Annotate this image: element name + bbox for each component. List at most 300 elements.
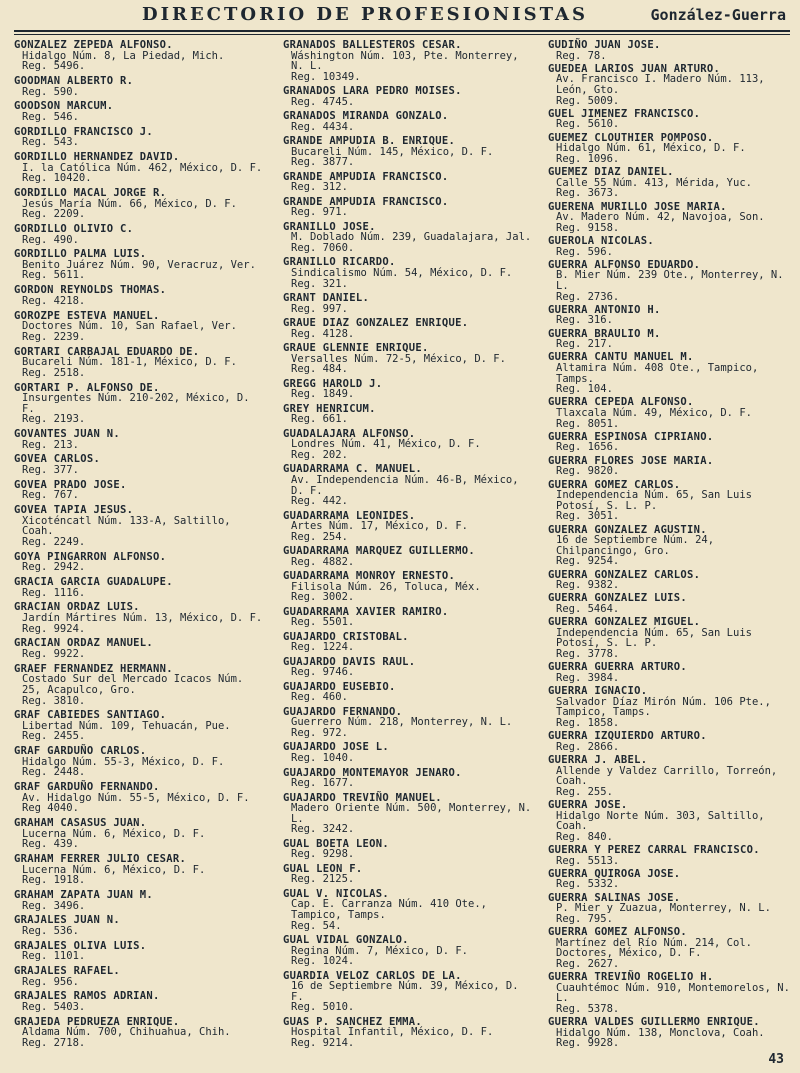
entry-registration: Reg. 2718. bbox=[22, 1037, 86, 1050]
entry-registration: Reg. 3778. bbox=[556, 648, 620, 660]
entry-registration: Reg. 2627. bbox=[556, 957, 620, 970]
entry-registration: Reg. 7060. bbox=[291, 242, 355, 255]
directory-entry bbox=[14, 991, 268, 1012]
directory-entry bbox=[548, 800, 790, 842]
column-left bbox=[14, 40, 268, 1049]
entry-name: GRANT DANIEL. bbox=[283, 292, 370, 305]
entry-registration: Reg. 254. bbox=[291, 530, 348, 543]
entry-name: GRACIAN ORDAZ LUIS. bbox=[14, 601, 140, 614]
entry-registration: Reg. 5332. bbox=[556, 878, 620, 891]
directory-entry bbox=[14, 854, 268, 886]
entry-registration: Reg. 1024. bbox=[291, 955, 355, 968]
directory-entry bbox=[14, 40, 268, 72]
directory-entry bbox=[283, 404, 537, 425]
entry-name: GRAJALES RAMOS ADRIAN. bbox=[14, 990, 160, 1003]
directory-entry bbox=[548, 927, 790, 969]
entry-name: GUERRA CANTU MANUEL M. bbox=[548, 351, 694, 364]
directory-entry bbox=[14, 101, 268, 122]
column-middle bbox=[283, 40, 537, 1049]
entry-name: GOODSON MARCUM. bbox=[14, 100, 114, 113]
directory-entry bbox=[14, 76, 268, 97]
entry-registration: Reg. 442. bbox=[291, 495, 348, 508]
entry-name: GUADALAJARA ALFONSO. bbox=[283, 427, 416, 440]
entry-registration: Reg. 3496. bbox=[22, 899, 86, 912]
directory-entry bbox=[548, 202, 790, 234]
entry-address: Salvador Díaz Mirón Núm. 106 Pte., Tampico, Tamps. bbox=[556, 695, 771, 719]
entry-name: GUAJARDO MONTEMAYOR JENARO. bbox=[283, 766, 462, 779]
entry-address: Aldama Núm. 700, Chihuahua, Chih. bbox=[22, 1026, 231, 1039]
entry-registration: Reg. 8051. bbox=[556, 417, 620, 430]
entry-name: GORTARI P. ALFONSO DE. bbox=[14, 381, 160, 394]
entry-address: Martínez del Río Núm. 214, Col. Doctores, México, D. F. bbox=[556, 936, 752, 960]
directory-entry bbox=[548, 329, 790, 350]
entry-registration: Reg. 3877. bbox=[291, 156, 355, 169]
entry-address: Av. Independencia Núm. 46-B, México, D. F. bbox=[291, 473, 519, 497]
entry-registration: Reg. 1656. bbox=[556, 441, 620, 454]
directory-entry bbox=[548, 617, 790, 659]
entry-name: GUERRA CEPEDA ALFONSO. bbox=[548, 396, 694, 409]
entry-name: GUAJARDO JOSE L. bbox=[283, 741, 389, 754]
entry-address: Regina Núm. 7, México, D. F. bbox=[291, 944, 469, 957]
directory-entry bbox=[14, 915, 268, 936]
entry-name: GUERRA GUERRA ARTURO. bbox=[548, 661, 688, 674]
entry-registration: Reg. 1858. bbox=[556, 716, 620, 729]
entry-address: Benito Juárez Núm. 90, Veracruz, Ver. bbox=[22, 258, 256, 271]
entry-registration: Reg. 9214. bbox=[291, 1036, 355, 1049]
entry-registration: Reg. 5009. bbox=[556, 94, 620, 107]
entry-name: GRAJEDA PEDRUEZA ENRIQUE. bbox=[14, 1015, 180, 1028]
directory-entry bbox=[548, 260, 790, 302]
entry-address: B. Mier Núm. 239 Ote., Monterrey, N. L. bbox=[556, 269, 784, 292]
entry-name: GUADARRAMA MONROY ERNESTO. bbox=[283, 570, 456, 583]
directory-entry bbox=[548, 869, 790, 890]
entry-registration: Reg. 439. bbox=[22, 838, 79, 851]
entry-name: GRANADOS MIRANDA GONZALO. bbox=[283, 110, 449, 123]
entry-address: Cuauhtémoc Núm. 910, Montemorelos, N. L. bbox=[556, 981, 790, 1005]
directory-entry bbox=[14, 152, 268, 184]
entry-registration: Reg. 2866. bbox=[556, 740, 620, 753]
entry-name: GUERENA MURILLO JOSE MARIA. bbox=[548, 200, 727, 213]
entry-name: GRANILLO RICARDO. bbox=[283, 256, 396, 269]
entry-name: GOVEA CARLOS. bbox=[14, 453, 101, 466]
directory-entry bbox=[548, 109, 790, 130]
entry-name: GUERRA IGNACIO. bbox=[548, 685, 648, 698]
entry-registration: Reg. 4218. bbox=[22, 294, 86, 307]
entry-name: GRANDE AMPUDIA FRANCISCO. bbox=[283, 170, 449, 183]
directory-entry bbox=[14, 311, 268, 343]
entry-name: GUERRA GOMEZ ALFONSO. bbox=[548, 926, 688, 939]
directory-entry bbox=[283, 742, 537, 763]
entry-address: I. la Católica Núm. 462, México, D. F. bbox=[22, 161, 263, 174]
entry-registration: Reg. 590. bbox=[22, 85, 79, 98]
entry-name: GONZALEZ ZEPEDA ALFONSO. bbox=[14, 39, 173, 51]
entry-name: GUERRA GONZALEZ AGUSTIN. bbox=[548, 523, 707, 536]
entry-registration: Reg. 3810. bbox=[22, 694, 86, 707]
entry-registration: Reg. 312. bbox=[291, 181, 348, 194]
entry-registration: Reg. 490. bbox=[22, 233, 79, 246]
entry-registration: Reg. 3242. bbox=[291, 823, 355, 836]
entry-registration: Reg. 546. bbox=[22, 110, 79, 123]
entry-address: Costado Sur del Mercado Icacos Núm. 25, Acapulco, Gro. bbox=[22, 673, 244, 696]
entry-address: Doctores Núm. 10, San Rafael, Ver. bbox=[22, 320, 237, 333]
entry-registration: Reg. 213. bbox=[22, 438, 79, 451]
directory-entry bbox=[14, 505, 268, 547]
entry-name: GUERRA GONZALEZ MIGUEL. bbox=[548, 616, 701, 629]
entry-name: GUEDEA LARIOS JUAN ARTURO. bbox=[548, 62, 721, 75]
directory-entry bbox=[548, 845, 790, 866]
entry-registration: Reg. 9382. bbox=[556, 579, 620, 592]
entry-name: GUAL LEON F. bbox=[283, 862, 363, 875]
entry-registration: Reg. 2942. bbox=[22, 561, 86, 574]
entry-name: GUEMEZ CLOUTHIER POMPOSO. bbox=[548, 131, 714, 144]
directory-entry bbox=[548, 64, 790, 106]
entry-name: GORDILLO PALMA LUIS. bbox=[14, 248, 147, 261]
directory-entry bbox=[548, 972, 790, 1014]
directory-entry bbox=[14, 347, 268, 379]
entry-name: GUERRA J. ABEL. bbox=[548, 753, 648, 766]
entry-address: Bucareli Núm. 145, México, D. F. bbox=[291, 145, 494, 158]
entry-name: GUAL VIDAL GONZALO. bbox=[283, 933, 409, 946]
directory-entry bbox=[14, 224, 268, 245]
entry-registration: Reg. 536. bbox=[22, 924, 79, 937]
entry-registration: Reg. 321. bbox=[291, 277, 348, 290]
entry-registration: Reg. 1101. bbox=[22, 950, 86, 963]
directory-entry bbox=[548, 755, 790, 797]
entry-name: GRANDE AMPUDIA B. ENRIQUE. bbox=[283, 135, 456, 148]
directory-entry bbox=[283, 464, 537, 506]
entry-registration: Reg. 4745. bbox=[291, 95, 355, 108]
entry-name: GRAF GARDUÑO CARLOS. bbox=[14, 745, 147, 758]
entry-address: Libertad Núm. 109, Tehuacán, Pue. bbox=[22, 719, 231, 732]
entry-name: GORDILLO MACAL JORGE R. bbox=[14, 186, 167, 199]
entry-name: GORTARI CARBAJAL EDUARDO DE. bbox=[14, 345, 200, 358]
entry-name: GRAF GARDUÑO FERNANDO. bbox=[14, 781, 160, 794]
directory-entry bbox=[548, 662, 790, 683]
entry-name: GOVEA TAPIA JESUS. bbox=[14, 504, 134, 517]
entry-name: GRANILLO JOSE. bbox=[283, 220, 376, 233]
entry-registration: Reg. 9924. bbox=[22, 622, 86, 635]
entry-name: GUAJARDO EUSEBIO. bbox=[283, 680, 396, 693]
entry-name: GUERRA GONZALEZ LUIS. bbox=[548, 592, 688, 605]
entry-name: GUERRA ESPINOSA CIPRIANO. bbox=[548, 430, 714, 443]
entry-name: GUDIÑO JUAN JOSE. bbox=[548, 39, 661, 51]
entry-name: GOVEA PRADO JOSE. bbox=[14, 478, 127, 491]
entry-registration: Reg. 997. bbox=[291, 302, 348, 315]
entry-registration: Reg. 9820. bbox=[556, 465, 620, 478]
entry-name: GRANADOS BALLESTEROS CESAR. bbox=[283, 39, 462, 51]
entry-name: GRAHAM ZAPATA JUAN M. bbox=[14, 889, 154, 902]
entry-address: Cap. E. Carranza Núm. 410 Ote., Tampico, Tamps. bbox=[291, 898, 487, 921]
directory-entry bbox=[548, 432, 790, 453]
directory-entry bbox=[14, 602, 268, 634]
entry-name: GUERRA IZQUIERDO ARTURO. bbox=[548, 730, 707, 743]
entry-address: 16 de Septiembre Núm. 39, México, D. F. bbox=[291, 980, 519, 1003]
entry-name: GUEL JIMENEZ FRANCISCO. bbox=[548, 107, 701, 120]
entry-name: GUERRA JOSE. bbox=[548, 798, 628, 811]
entry-address: Xicoténcatl Núm. 133-A, Saltillo, Coah. bbox=[22, 514, 231, 538]
entry-registration: Reg. 5464. bbox=[556, 602, 620, 615]
entry-registration: Reg. 1096. bbox=[556, 152, 620, 165]
entry-name: GUAJARDO DAVIS RAUL. bbox=[283, 655, 416, 668]
entry-address: Av. Madero Núm. 42, Navojoa, Son. bbox=[556, 211, 765, 224]
entry-name: GUAL V. NICOLAS. bbox=[283, 887, 389, 900]
directory-entry bbox=[14, 746, 268, 778]
directory-entry bbox=[283, 657, 537, 678]
directory-entry bbox=[548, 570, 790, 591]
entry-address: Independencia Núm. 65, San Luis Potosí, S. L. P. bbox=[556, 489, 752, 512]
directory-entry bbox=[14, 966, 268, 987]
entry-registration: Reg. 661. bbox=[291, 413, 348, 426]
directory-entry bbox=[548, 593, 790, 614]
entry-registration: Reg. 5378. bbox=[556, 1002, 620, 1015]
directory-entry bbox=[548, 525, 790, 567]
directory-entry bbox=[283, 607, 537, 628]
directory-entry bbox=[548, 686, 790, 728]
entry-registration: Reg. 484. bbox=[291, 363, 348, 376]
entry-registration: Reg. 971. bbox=[291, 206, 348, 219]
entry-registration: Reg. 9746. bbox=[291, 666, 355, 679]
directory-entry bbox=[14, 941, 268, 962]
directory-entry bbox=[283, 257, 537, 289]
directory-entry bbox=[283, 768, 537, 789]
entry-registration: Reg. 255. bbox=[556, 785, 613, 798]
entry-address: Insurgentes Núm. 210-202, México, D. F. bbox=[22, 392, 250, 415]
entry-registration: Reg. 956. bbox=[22, 975, 79, 988]
entry-registration: Reg. 9922. bbox=[22, 647, 86, 660]
entry-registration: Reg. 10349. bbox=[291, 70, 361, 83]
entry-address: 16 de Septiembre Núm. 24, Chilpancingo, Gro. bbox=[556, 534, 715, 557]
directory-entry bbox=[548, 456, 790, 477]
directory-entry bbox=[14, 383, 268, 425]
entry-registration: Reg. 5610. bbox=[556, 118, 620, 131]
entry-name: GUAJARDO CRISTOBAL. bbox=[283, 630, 409, 643]
entry-address: Versalles Núm. 72-5, México, D. F. bbox=[291, 352, 506, 365]
directory-entry bbox=[283, 864, 537, 885]
entry-registration: Reg. 9254. bbox=[556, 555, 620, 568]
page-number: 43 bbox=[768, 1052, 784, 1067]
entry-address: M. Doblado Núm. 239, Guadalajara, Jal. bbox=[291, 231, 532, 244]
entry-registration: Reg. 104. bbox=[556, 383, 613, 396]
entry-name: GRAHAM CASASUS JUAN. bbox=[14, 817, 147, 830]
header-rule-thin bbox=[14, 34, 790, 35]
entry-name: GUERRA TREVIÑO ROGELIO H. bbox=[548, 971, 714, 984]
entry-name: GRAUE GLENNIE ENRIQUE. bbox=[283, 342, 429, 355]
entry-name: GUERRA BRAULIO M. bbox=[548, 327, 661, 340]
directory-entry bbox=[548, 133, 790, 165]
entry-registration: Reg. 2448. bbox=[22, 766, 86, 779]
entry-registration: Reg. 2239. bbox=[22, 330, 86, 343]
entry-name: GOODMAN ALBERTO R. bbox=[14, 74, 134, 87]
entry-registration: Reg. 217. bbox=[556, 338, 613, 351]
entry-address: Hidalgo Núm. 55-3, México, D. F. bbox=[22, 755, 225, 768]
entry-name: GUARDIA VELOZ CARLOS DE LA. bbox=[283, 969, 462, 982]
entry-registration: Reg. 2193. bbox=[22, 413, 86, 426]
entry-name: GUEMEZ DIAZ DANIEL. bbox=[548, 166, 674, 179]
directory-entry bbox=[283, 318, 537, 339]
entry-registration: Reg. 1918. bbox=[22, 874, 86, 887]
entry-name: GUERRA SALINAS JOSE. bbox=[548, 891, 681, 904]
directory-entry bbox=[14, 127, 268, 148]
directory-entry bbox=[14, 552, 268, 573]
entry-registration: Reg. 4128. bbox=[291, 327, 355, 340]
entry-registration: Reg. 2249. bbox=[22, 535, 86, 548]
entry-registration: Reg. 5611. bbox=[22, 269, 86, 282]
directory-entry bbox=[283, 40, 537, 82]
entry-registration: Reg. 1677. bbox=[291, 777, 355, 790]
entry-registration: Reg. 78. bbox=[556, 49, 607, 62]
directory-entry bbox=[283, 839, 537, 860]
running-name: González-Guerra bbox=[650, 6, 786, 24]
entry-name: GRAJALES JUAN N. bbox=[14, 914, 120, 927]
entry-registration: Reg. 5496. bbox=[22, 60, 86, 73]
directory-entry bbox=[283, 511, 537, 543]
directory-entry bbox=[283, 379, 537, 400]
entry-name: GUAL BOETA LEON. bbox=[283, 837, 389, 850]
directory-entry bbox=[548, 397, 790, 429]
entry-registration: Reg. 4882. bbox=[291, 555, 355, 568]
entry-registration: Reg 4040. bbox=[22, 802, 79, 815]
entry-registration: Reg. 795. bbox=[556, 912, 613, 925]
directory-entry bbox=[283, 935, 537, 967]
entry-registration: Reg. 5501. bbox=[291, 616, 355, 629]
directory-entry bbox=[14, 249, 268, 281]
entry-registration: Reg. 972. bbox=[291, 727, 348, 740]
directory-entry bbox=[283, 197, 537, 218]
entry-name: GRACIA GARCIA GUADALUPE. bbox=[14, 576, 173, 589]
directory-entry bbox=[283, 111, 537, 132]
entry-registration: Reg. 2125. bbox=[291, 873, 355, 886]
directory-entry bbox=[548, 40, 790, 61]
entry-registration: Reg. 377. bbox=[22, 464, 79, 477]
entry-registration: Reg. 5010. bbox=[291, 1001, 355, 1014]
entry-name: GUADARRAMA C. MANUEL. bbox=[283, 463, 423, 476]
directory-entry bbox=[14, 480, 268, 501]
entry-address: Av. Hidalgo Núm. 55-5, México, D. F. bbox=[22, 791, 250, 804]
entry-address: Independencia Núm. 65, San Luis Potosí, S. L. P. bbox=[556, 626, 752, 650]
entry-address: Lucerna Núm. 6, México, D. F. bbox=[22, 827, 206, 840]
entry-address: Tlaxcala Núm. 49, México, D. F. bbox=[556, 407, 752, 420]
entry-registration: Reg. 5513. bbox=[556, 854, 620, 867]
directory-entry bbox=[283, 222, 537, 254]
directory-entry bbox=[283, 429, 537, 461]
directory-entry bbox=[283, 136, 537, 168]
entry-name: GUAS P. SANCHEZ EMMA. bbox=[283, 1015, 423, 1028]
entry-address: Bucareli Núm. 181-1, México, D. F. bbox=[22, 356, 237, 369]
entry-name: GRAJALES RAFAEL. bbox=[14, 965, 120, 978]
entry-registration: Reg. 5403. bbox=[22, 1001, 86, 1014]
entry-address: Londres Núm. 41, México, D. F. bbox=[291, 438, 481, 451]
entry-name: GREY HENRICUM. bbox=[283, 402, 376, 415]
entry-address: Sindicalismo Núm. 54, México, D. F. bbox=[291, 267, 513, 280]
entry-registration: Reg. 3984. bbox=[556, 671, 620, 684]
directory-entry bbox=[283, 1017, 537, 1049]
directory-entry bbox=[548, 731, 790, 752]
entry-registration: Reg. 316. bbox=[556, 314, 613, 327]
entry-address: P. Mier y Zuazua, Monterrey, N. L. bbox=[556, 902, 771, 915]
entry-name: GRANADOS LARA PEDRO MOISES. bbox=[283, 85, 462, 98]
directory-entry bbox=[14, 782, 268, 814]
entry-name: GORDILLO OLIVIO C. bbox=[14, 222, 134, 235]
entry-name: GUERRA VALDES GUILLERMO ENRIQUE. bbox=[548, 1016, 760, 1029]
directory-entry bbox=[283, 546, 537, 567]
directory-entry bbox=[283, 971, 537, 1013]
entry-name: GUAJARDO FERNANDO. bbox=[283, 705, 403, 718]
entry-name: GUERRA Y PEREZ CARRAL FRANCISCO. bbox=[548, 843, 760, 856]
directory-entry bbox=[14, 710, 268, 742]
entry-registration: Reg. 767. bbox=[22, 489, 79, 502]
directory-entry bbox=[14, 454, 268, 475]
entry-registration: Reg. 2455. bbox=[22, 730, 86, 743]
entry-registration: Reg. 3051. bbox=[556, 510, 620, 523]
entry-address: Hidalgo Núm. 8, La Piedad, Mich. bbox=[22, 49, 225, 62]
entry-registration: Reg. 9928. bbox=[556, 1037, 620, 1050]
entry-name: GORDILLO HERNANDEZ DAVID. bbox=[14, 151, 180, 164]
entry-registration: Reg. 2736. bbox=[556, 290, 620, 303]
directory-entry bbox=[283, 343, 537, 375]
entry-name: GREGG HAROLD J. bbox=[283, 377, 383, 390]
entry-registration: Reg. 460. bbox=[291, 691, 348, 704]
entry-name: GOROZPE ESTEVA MANUEL. bbox=[14, 309, 160, 322]
entry-address: Jardín Mártires Núm. 13, México, D. F. bbox=[22, 612, 263, 624]
entry-registration: Reg. 202. bbox=[291, 448, 348, 461]
entry-name: GOYA PINGARRON ALFONSO. bbox=[14, 550, 167, 563]
entry-registration: Reg. 840. bbox=[556, 830, 613, 843]
directory-entry bbox=[548, 167, 790, 199]
entry-registration: Reg. 2209. bbox=[22, 208, 86, 221]
page-header bbox=[0, 0, 800, 28]
entry-address: Guerrero Núm. 218, Monterrey, N. L. bbox=[291, 716, 513, 729]
entry-name: GUADARRAMA MARQUEZ GUILLERMO. bbox=[283, 545, 476, 558]
entry-name: GRAUE DIAZ GONZALEZ ENRIQUE. bbox=[283, 317, 469, 330]
directory-entry bbox=[14, 429, 268, 450]
entry-address: Filisola Núm. 26, Toluca, Méx. bbox=[291, 580, 481, 593]
entry-name: GUADARRAMA LEONIDES. bbox=[283, 509, 416, 522]
entry-registration: Reg. 596. bbox=[556, 245, 613, 258]
entry-name: GRAF CABIEDES SANTIAGO. bbox=[14, 709, 167, 722]
running-title: DIRECTORIO DE PROFESIONISTAS bbox=[141, 4, 589, 25]
entry-address: Av. Francisco I. Madero Núm. 113, León, Gto. bbox=[556, 73, 765, 97]
directory-entry bbox=[548, 1017, 790, 1049]
directory-entry bbox=[14, 818, 268, 850]
entry-address: Calle 55 Núm. 413, Mérida, Yuc. bbox=[556, 176, 752, 189]
entry-address: Wáshington Núm. 103, Pte. Monterrey, N. L. bbox=[291, 49, 519, 73]
directory-entry bbox=[283, 793, 537, 835]
directory-entry bbox=[548, 305, 790, 326]
entry-registration: Reg. 54. bbox=[291, 919, 342, 932]
directory-entry bbox=[283, 682, 537, 703]
entry-address: Hidalgo Núm. 61, México, D. F. bbox=[556, 142, 746, 155]
directory-entry bbox=[283, 172, 537, 193]
entry-registration: Reg. 1849. bbox=[291, 388, 355, 401]
entry-address: Artes Núm. 17, México, D. F. bbox=[291, 520, 469, 533]
directory-entry bbox=[283, 86, 537, 107]
directory-entry bbox=[283, 632, 537, 653]
entry-address: Hidalgo Núm. 138, Monclova, Coah. bbox=[556, 1026, 765, 1039]
entry-name: GRANDE AMPUDIA FRANCISCO. bbox=[283, 195, 449, 208]
entry-registration: Reg. 3002. bbox=[291, 591, 355, 604]
entry-name: GRAHAM FERRER JULIO CESAR. bbox=[14, 853, 187, 866]
directory-entry bbox=[283, 889, 537, 931]
column-right bbox=[548, 40, 790, 1049]
entry-registration: Reg. 543. bbox=[22, 136, 79, 149]
entry-name: GUERRA ALFONSO EDUARDO. bbox=[548, 258, 701, 271]
entry-name: GORDILLO FRANCISCO J. bbox=[14, 125, 154, 138]
entry-registration: Reg. 1040. bbox=[291, 752, 355, 765]
entry-name: GORDON REYNOLDS THOMAS. bbox=[14, 284, 167, 297]
directory-entry bbox=[14, 1017, 268, 1049]
entry-address: Jesús María Núm. 66, México, D. F. bbox=[22, 197, 237, 210]
directory-entry bbox=[14, 890, 268, 911]
